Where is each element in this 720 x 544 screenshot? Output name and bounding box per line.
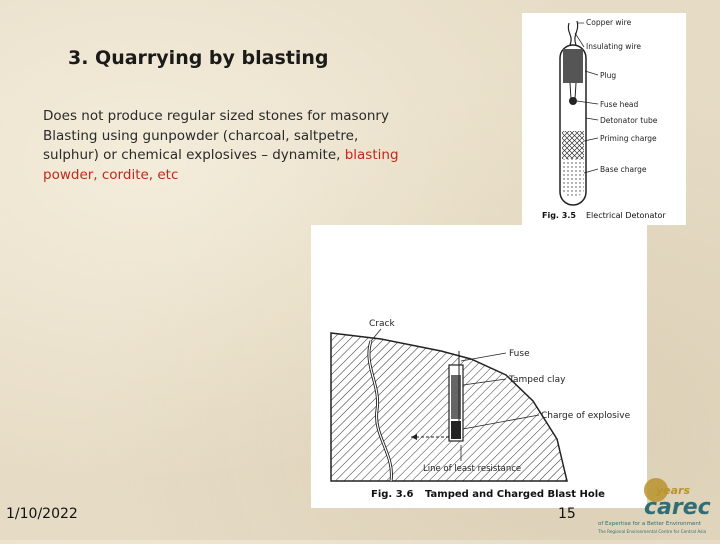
detonator-label: Fuse head: [600, 100, 639, 109]
figure-caption-text: Tamped and Charged Blast Hole: [425, 489, 605, 500]
detonator-label: Insulating wire: [586, 42, 641, 51]
logo-tagline: The Regional Environmental Centre for Central Asia: [598, 529, 707, 534]
blast-label: Tamped clay: [509, 375, 566, 385]
highlighted-text: powder, cordite, etc: [43, 166, 179, 183]
figure-caption-number: Fig. 3.6: [371, 489, 414, 500]
blast-label: Fuse: [509, 349, 530, 359]
body-line-part: sulphur) or chemical explosives – dynamite,: [43, 147, 345, 163]
logo-wordmark: carec: [644, 495, 711, 520]
highlighted-text: blasting: [344, 147, 399, 163]
blast-hole-diagram: [311, 225, 647, 508]
blast-label: Charge of explosive: [541, 411, 631, 421]
body-line: Blasting using gunpowder (charcoal, saltpetre,: [43, 127, 359, 144]
detonator-label: Base charge: [600, 165, 647, 174]
detonator-diagram: [522, 13, 686, 225]
body-line: Does not produce regular sized stones for masonry: [43, 108, 389, 124]
detonator-label: Detonator tube: [600, 116, 658, 125]
logo-years: years: [656, 484, 691, 497]
slide-title: 3. Quarrying by blasting: [68, 47, 329, 69]
blast-label: Line of least resistance: [423, 464, 522, 474]
body-line: [43, 146, 463, 166]
figure-caption-number: Fig. 3.5: [542, 211, 576, 220]
logo-tagline: of Expertise for a Better Environment: [598, 521, 702, 527]
blast-hole-figure: [311, 225, 647, 508]
detonator-figure: [522, 13, 686, 225]
blast-label: Crack: [369, 319, 395, 329]
figure-caption-text: Electrical Detonator: [586, 211, 666, 220]
detonator-label: Priming charge: [600, 134, 657, 143]
detonator-label: Plug: [600, 71, 617, 80]
detonator-label: Copper wire: [586, 18, 632, 27]
slide-date: 1/10/2022: [6, 506, 78, 522]
body-text: [43, 107, 463, 185]
logo-graphic: [596, 470, 720, 540]
slide-number: 15: [558, 506, 576, 522]
carec-logo: [596, 470, 720, 540]
